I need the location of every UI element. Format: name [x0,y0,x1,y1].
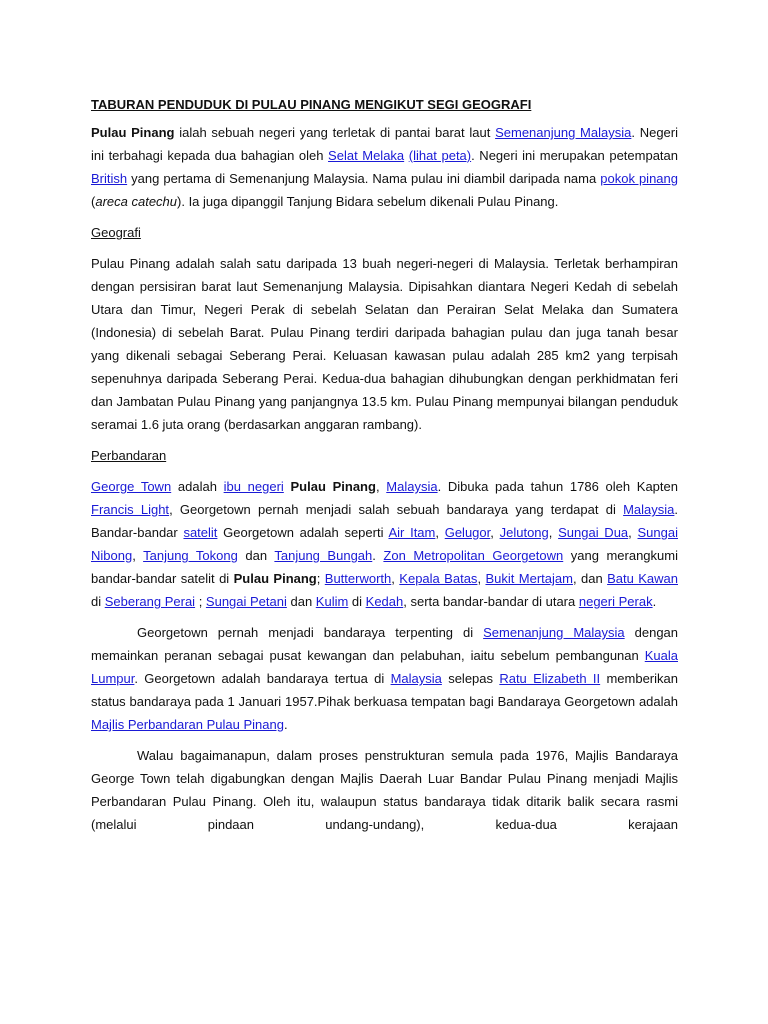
hyperlink[interactable]: Gelugor [444,525,491,540]
hyperlink[interactable]: Sungai Dua [558,525,629,540]
hyperlink[interactable]: negeri Perak [578,594,653,609]
text-run: adalah [171,479,224,494]
text-run: , serta bandar-bandar di utara [403,594,579,609]
text-run: , [375,479,387,494]
hyperlink[interactable]: pokok pinang [600,171,678,186]
hyperlink[interactable]: Kepala Batas [399,571,478,586]
hyperlink[interactable]: Semenanjung Malaysia [483,625,625,640]
text-run: . Georgetown adalah bandaraya tertua di [134,671,391,686]
hyperlink[interactable]: Semenanjung Malaysia [495,125,632,140]
walau-paragraph [91,744,678,836]
georgetown-paragraph [91,621,678,736]
hyperlink[interactable]: Malaysia [386,479,438,494]
hyperlink[interactable]: British [91,171,128,186]
text-run: , [435,525,445,540]
text-run: ). Ia juga dipanggil Tanjung Bidara sebelum dikenali Pulau Pinang. [177,194,559,209]
text-run: dengan memainkan peranan sebagai pusat kewangan dan pelabuhan, iaitu sebelum pembangunan [91,625,679,663]
text-run: ialah sebuah negeri yang terletak di pantai barat laut [174,125,496,140]
text-run: . Negeri ini terbahagi kepada dua bahagian oleh [91,125,679,163]
text-run: ; [316,571,325,586]
hyperlink[interactable]: Kedah [365,594,404,609]
hyperlink[interactable]: satelit [183,525,218,540]
geografi-paragraph [91,252,678,436]
text-run: ; [195,594,206,609]
text-run: selepas [441,671,500,686]
hyperlink[interactable]: Bukit Mertajam [485,571,573,586]
hyperlink[interactable]: Tanjung Tokong [143,548,238,563]
document-body [91,93,678,844]
text-run: dan [286,594,316,609]
text-run: , dan [572,571,608,586]
text-run: . Negeri ini merupakan petempatan [471,148,679,163]
text-run: memberikan status bandaraya pada 1 Januari 1957.Pihak berkuasa tempatan bagi Bandaraya Georgetown adalah [91,671,678,709]
text-run: , Georgetown pernah menjadi salah sebuah bandaraya yang terdapat di [169,502,624,517]
text-run: yang merangkumi bandar-bandar satelit di [91,548,678,586]
hyperlink[interactable]: Malaysia [623,502,675,517]
text-run: di [91,594,105,609]
hyperlink[interactable]: Ratu Elizabeth II [499,671,601,686]
text-run: . [283,717,288,732]
text-run: , [490,525,500,540]
hyperlink[interactable]: Air Itam [388,525,436,540]
text-run: . [372,548,384,563]
text-run: yang pertama di Semenanjung Malaysia. Nama pulau ini diambil daripada nama [127,171,601,186]
bold-text: Pulau Pinang [91,125,175,140]
hyperlink[interactable]: Francis Light [91,502,170,517]
hyperlink[interactable]: Sungai Nibong [91,525,678,563]
section-heading-perbandaran: Perbandaran [91,448,167,463]
hyperlink[interactable]: Selat Melaka [328,148,405,163]
hyperlink[interactable]: Majlis Perbandaran Pulau Pinang [91,717,284,732]
hyperlink[interactable]: Butterworth [324,571,392,586]
bold-text: Pulau Pinang [290,479,376,494]
text-run [284,479,291,494]
text-run: Georgetown adalah seperti [217,525,389,540]
hyperlink[interactable]: ibu negeri [223,479,284,494]
perbandaran-paragraph [91,475,678,613]
text-run: . [652,594,657,609]
hyperlink[interactable]: Kulim [315,594,349,609]
hyperlink[interactable]: (lihat peta) [408,148,472,163]
hyperlink[interactable]: Zon Metropolitan Georgetown [383,548,564,563]
intro-paragraph [91,121,678,213]
document-title: TABURAN PENDUDUK DI PULAU PINANG MENGIKUT SEGI GEOGRAFI [91,97,532,112]
hyperlink[interactable]: Malaysia [390,671,442,686]
text-run: , [132,548,144,563]
text-run: Walau bagaimanapun, dalam proses penstrukturan semula pada 1976, Majlis Bandaraya George Town telah digabungkan dengan Majlis Daerah Luar Bandar Pulau Pinang menjadi Majlis Perbandaran Pulau Pinang. Oleh itu, walaupun status bandaraya tidak ditarik balik secara rasmi (melalui pindaan undang-undang), kedua-dua kerajaan [91,748,678,832]
text-run: , [548,525,559,540]
hyperlink[interactable]: Tanjung Bungah [274,548,373,563]
hyperlink[interactable]: Kuala Lumpur [91,648,678,686]
text-run: dan [237,548,275,563]
text-run: , [477,571,486,586]
section-heading-geografi: Geografi [91,225,141,240]
text-run: Georgetown pernah menjadi bandaraya terpenting di [137,625,484,640]
hyperlink[interactable]: George Town [91,479,172,494]
italic-text: areca catechu [95,194,178,209]
hyperlink[interactable]: Batu Kawan [607,571,678,586]
text-run: . Dibuka pada tahun 1786 oleh Kapten [437,479,678,494]
bold-text: Pulau Pinang [233,571,317,586]
text-run: , [628,525,638,540]
hyperlink[interactable]: Sungai Petani [205,594,287,609]
text-run: . Bandar-bandar [91,502,679,540]
text-run: di [348,594,366,609]
text-run: Pulau Pinang adalah salah satu daripada 13 buah negeri-negeri di Malaysia. Terletak berhampiran dengan persisiran barat laut Semenanjung Malaysia. Dipisahkan diantara Negeri Kedah di sebelah Utara dan Timur, Negeri Perak di sebelah Selatan dan Perairan Selat Melaka dan Sumatera (Indonesia) di sebelah Barat. Pulau Pinang terdiri daripada bahagian pulau dan juga tanah besar yang dikenali sebagai Seberang Perai. Keluasan kawasan pulau adalah 285 km2 yang terpisah sepenuhnya daripada Seberang Perai. Kedua-dua bahagian dihubungkan dengan perkhidmatan feri dan Jambatan Pulau Pinang yang panjangnya 13.5 km. Pulau Pinang mempunyai bilangan penduduk seramai 1.6 juta orang (berdasarkan anggaran rambang). [91,256,678,432]
text-run: ( [91,194,96,209]
hyperlink[interactable]: Jelutong [499,525,549,540]
text-run: , [391,571,400,586]
hyperlink[interactable]: Seberang Perai [104,594,196,609]
